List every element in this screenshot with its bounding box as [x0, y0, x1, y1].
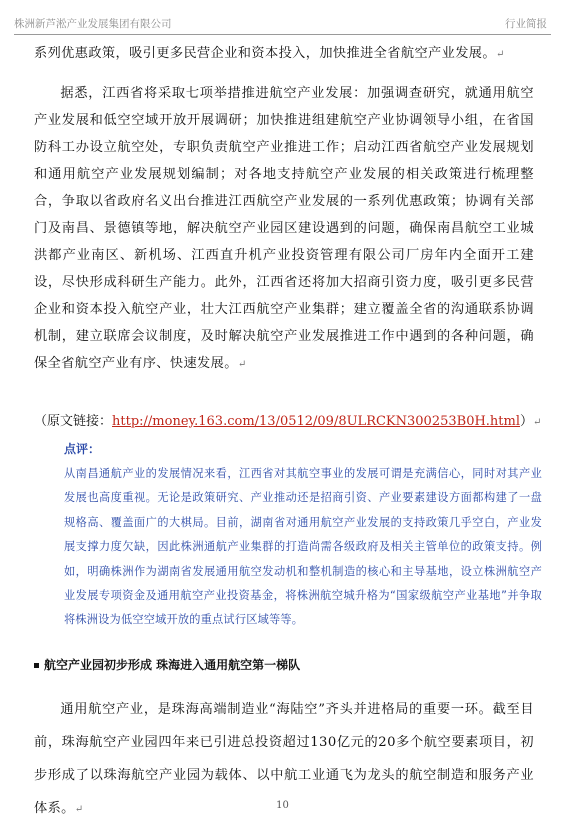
paragraph-1-text: 系列优惠政策，吸引更多民营企业和资本投入，加快推进全省航空产业发展。 — [34, 46, 496, 61]
paragraph-mark: ↵ — [237, 359, 247, 370]
comment-body: 从南昌通航产业的发展情况来看，江西省对其航空事业的发展可谓是充满信心，同时对其产业发展也高度重视。无论是政策研究、产业推动还是招商引资、产业要素建设方面都构建了一盘规格高、覆盖面广的大棋局。目前，湖南省对通用航空产业发展的支持政策几乎空白，产业发展支撑力度欠缺，因此株洲通航产业集群的打造尚需各级政府及相关主管单位的政策支持。例如，明确株洲作为湖南省发展通用航空发动机和整机制造的核心和主导基地，设立株洲航空产业发展专项资金及通用航空产业投资基金，将株洲航空城升格为“国家级航空产业基地”并争取将株洲设为低空空域开放的重点试行区域等等。 — [64, 467, 542, 627]
source-link[interactable]: http://money.163.com/13/0512/09/8ULRCKN300253B0H.html — [112, 414, 521, 429]
bullet-icon — [34, 663, 39, 668]
source-link-prefix: （原文链接： — [34, 414, 113, 429]
company-name: 株洲新芦淞产业发展集团有限公司 — [14, 18, 172, 30]
section-title: 航空产业园初步形成 珠海进入通用航空第一梯队 — [44, 658, 301, 672]
page-number: 10 — [276, 800, 289, 811]
source-link-suffix: ） — [520, 414, 534, 429]
paragraph-mark: ↵ — [533, 417, 542, 428]
source-link-line — [34, 410, 541, 429]
comment-label: 点评： — [64, 442, 101, 456]
paragraph-mark: ↵ — [74, 804, 84, 815]
report-type: 行业简报 — [505, 18, 547, 30]
paragraph-3-text: 通用航空产业，是珠海高端制造业“海陆空”齐头并进格局的重要一环。截至目前，珠海航空产业园四年来已引进总投资超过130亿元的20多个航空要素项目，初步形成了以珠海航空产业园为载体、以中航工业通飞为龙头的航空制造和服务产业体系。 — [34, 702, 534, 816]
paragraph-1 — [34, 40, 534, 68]
paragraph-2 — [34, 80, 534, 378]
paragraph-2-text: 据悉，江西省将采取七项举措推进航空产业发展：加强调查研究，就通用航空产业发展和低空空域开放开展调研；加快推进组建航空产业协调领导小组，在省国防科工办设立航空处，专职负责航空产业推进工作；启动江西省航空产业发展规划和通用航空产业发展规划编制；对各地支持航空产业发展的相关政策进行梳理整合，争取以省政府名义出台推进江西航空产业发展的一系列优惠政策；协调有关部门及南昌、景德镇等地，解决航空产业园区建设遇到的问题，确保南昌航空工业城洪都产业南区、新机场、江西直升机产业投资管理有限公司厂房年内全面开工建设，尽快形成科研生产能力。此外，江西省还将加大招商引资力度，吸引更多民营企业和资本投入航空产业，壮大江西航空产业集群；建立覆盖全省的沟通联系协调机制，建立联席会议制度，及时解决航空产业发展推进工作中遇到的各种问题，确保全省航空产业有序、快速发展。 — [34, 86, 534, 371]
page-header — [14, 14, 551, 35]
section-heading — [34, 656, 300, 673]
paragraph-mark: ↵ — [495, 49, 505, 60]
